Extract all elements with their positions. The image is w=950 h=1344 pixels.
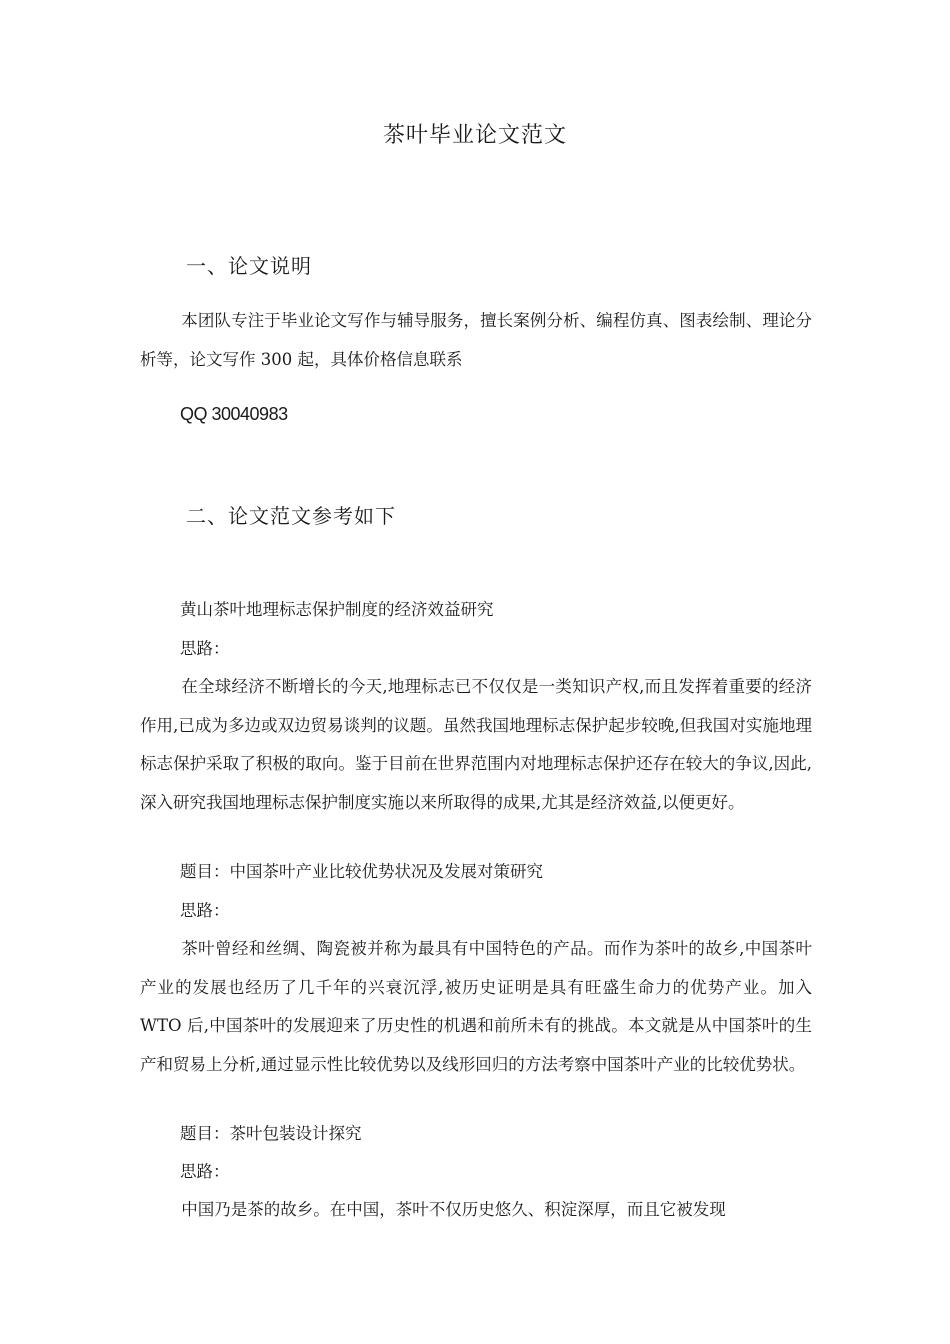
- topic3-title: 题目：茶叶包装设计探究: [180, 1124, 362, 1143]
- section-heading-samples: 二、论文范文参考如下: [186, 504, 396, 528]
- topic2-body: 茶叶曾经和丝绸、陶瓷被并称为最具有中国特色的产品。而作为茶叶的故乡,中国茶叶产业的发展也经历了几千年的兴衰沉浮,被历史证明是具有旺盛生命力的优势产业。加入 WTO 后,中国茶叶的发展迎来了历史性的机遇和前所未有的挑战。本文就是从中国茶叶的生产和贸易上分析,通过显示性比较优势以及线形回归的方法考察中国茶叶产业的比较优势状。: [140, 939, 812, 1074]
- document-title: 茶叶毕业论文范文: [382, 123, 567, 148]
- topic1-title: 黄山茶叶地理标志保护制度的经济效益研究: [180, 600, 494, 619]
- topic3-label: 思路：: [180, 1162, 230, 1181]
- section-heading-description: 一、论文说明: [186, 254, 312, 278]
- contact-qq: QQ 30040983: [180, 404, 288, 424]
- topic2-title: 题目：中国茶叶产业比较优势状况及发展对策研究: [180, 862, 543, 881]
- topic3-body: 中国乃是茶的故乡。在中国，茶叶不仅历史悠久、积淀深厚，而且它被发现: [181, 1200, 726, 1219]
- topic2-label: 思路：: [180, 901, 230, 920]
- topic1-body: 在全球经济不断增长的今天,地理标志已不仅仅是一类知识产权,而且发挥着重要的经济作用,已成为多边或双边贸易谈判的议题。虽然我国地理标志保护起步较晚,但我国对实施地理标志保护采取了积极的取向。鉴于目前在世界范围内对地理标志保护还存在较大的争议,因此,深入研究我国地理标志保护制度实施以来所取得的成果,尤其是经济效益,以便更好。: [140, 677, 812, 812]
- intro-paragraph: 本团队专注于毕业论文写作与辅导服务，擅长案例分析、编程仿真、图表绘制、理论分析等，论文写作 300 起，具体价格信息联系: [140, 311, 812, 369]
- topic1-label: 思路：: [180, 639, 230, 658]
